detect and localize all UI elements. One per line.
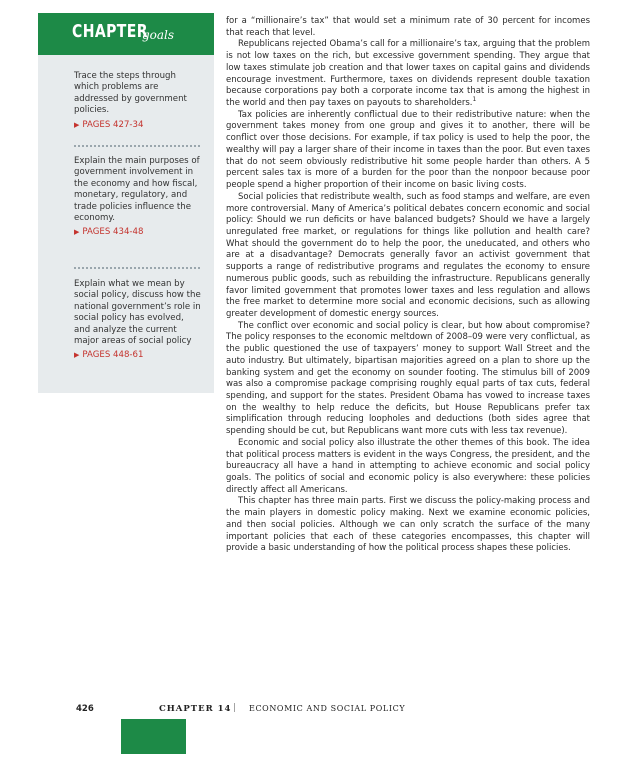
main-body-text	[226, 16, 590, 555]
goal-pages-label: PAGES 427-34	[82, 119, 144, 130]
paragraph-3: Tax policies are inherently conflictual due to their redistributive nature: when the government takes money from one group and gives it to another, there will be conflict over those decisions. For example, if tax policy is used to help the poor, the wealthy will pay a larger share of their income in taxes than the poor. But even taxes that do not seem obviously redistributive hit some people harder than others. A 5 percent sales tax is more of a burden for the poor than the nonpoor because poor people spend a higher proportion of their income on basic living costs.	[226, 109, 590, 191]
paragraph-6: Economic and social policy also illustrate the other themes of this book. The idea that political process matters is evident in the ways Congress, the president, and the bureaucracy all have a hand in attempting to achieve economic and social policy goals. The politics of social and economic policy is also everywhere: these policies directly affect all Americans.	[226, 437, 590, 495]
page-number: 426	[76, 704, 94, 714]
triangle-icon: ▶	[74, 351, 80, 360]
goal-text: Trace the steps through which problems are addressed by government policies.	[74, 71, 187, 116]
triangle-icon: ▶	[74, 228, 80, 237]
page-footer	[38, 704, 598, 718]
goal-pages-link[interactable]	[74, 120, 202, 131]
paragraph-4: Social policies that redistribute wealth, such as food stamps and welfare, are even more controversial. Many of America’s political debates concern economic and social policy: Should we run deficits or have balanced budgets? Should we have a largely unregulated free market, or regulations for things like pollution and health care? What should the government do to help the poor, the uneducated, and others who are at a disadvantage? Democrats generally favor an activist government that supports a range of redistributive programs and regulates the economy to ensure numerous public goods, such as rebuilding the infrastructure. Republicans generally favor limited government that promotes lower taxes and less regulation and allows the free market to determine more social and economic decisions, such as allowing greater development of domestic energy sources.	[226, 191, 590, 319]
paragraph-1: for a “millionaire’s tax” that would set a minimum rate of 30 percent for incomes that reach that level.	[226, 16, 590, 38]
chapter-word: CHAPTER	[72, 21, 148, 42]
footnote-marker[interactable]: 1	[472, 96, 477, 104]
footer-green-block	[121, 719, 186, 754]
goal-item-3	[74, 279, 202, 362]
running-chapter-label: CHAPTER 14	[159, 704, 232, 714]
paragraph-2	[226, 39, 590, 109]
footer-separator: |	[233, 703, 237, 713]
goal-text: Explain the main purposes of government involvement in the economy and how fiscal, monetary, regulatory, and trade policies influence the economy.	[74, 156, 200, 224]
goals-word: goals	[142, 28, 175, 42]
paragraph-7: This chapter has three main parts. First we discuss the policy-making process and the main players in domestic policy making. Next we examine economic policies, and then social policies. Although we can only scratch the surface of the many important policies that each of these categories encompasses, this chapter will provide a basic understanding of how the political process shapes these policies.	[226, 496, 590, 554]
paragraph-2-text: Republicans rejected Obama’s call for a millionaire’s tax, arguing that the problem is not low taxes on the rich, but excessive government spending. They argue that low taxes stimulate job creation and that lower taxes on capital gains and dividends encourage investment. Furthermore, taxes on dividends represent double taxation because corporations pay both a corporate income tax that is among the highest in the world and then pay taxes on payouts to shareholders.	[226, 39, 590, 109]
running-chapter-title: ECONOMIC AND SOCIAL POLICY	[249, 704, 406, 713]
paragraph-5: The conflict over economic and social policy is clear, but how about compromise? The policy responses to the economic meltdown of 2008–09 were very conflictual, as the public questioned the use of taxpayers’ money to support Wall Street and the auto industry. But ultimately, bipartisan majorities agreed on a plan to shore up the banking system and get the economy on sounder footing. The stimulus bill of 2009 was also a compromise package comprising roughly equal parts of tax cuts, federal spending, and support for the states. President Obama has vowed to increase taxes on the wealthy to help reduce the deficits, but House Republicans prefer tax simplification through reducing loopholes and deductions (both sides agree that spending should be cut, but Republicans want more cuts with less tax revenue).	[226, 320, 590, 437]
goal-pages-label: PAGES 434-48	[82, 227, 144, 238]
goal-item-1	[74, 71, 202, 131]
goal-text: Explain what we mean by social policy, discuss how the national government’s role in social policy has evolved, and analyze the current major areas of social policy	[74, 279, 201, 347]
goal-pages-link[interactable]	[74, 227, 202, 238]
goal-item-2	[74, 156, 202, 239]
divider	[74, 267, 200, 269]
triangle-icon: ▶	[74, 120, 80, 129]
goal-pages-label: PAGES 448-61	[82, 350, 144, 361]
chapter-goals-header	[38, 13, 214, 55]
divider	[74, 145, 200, 147]
goal-pages-link[interactable]	[74, 350, 202, 361]
